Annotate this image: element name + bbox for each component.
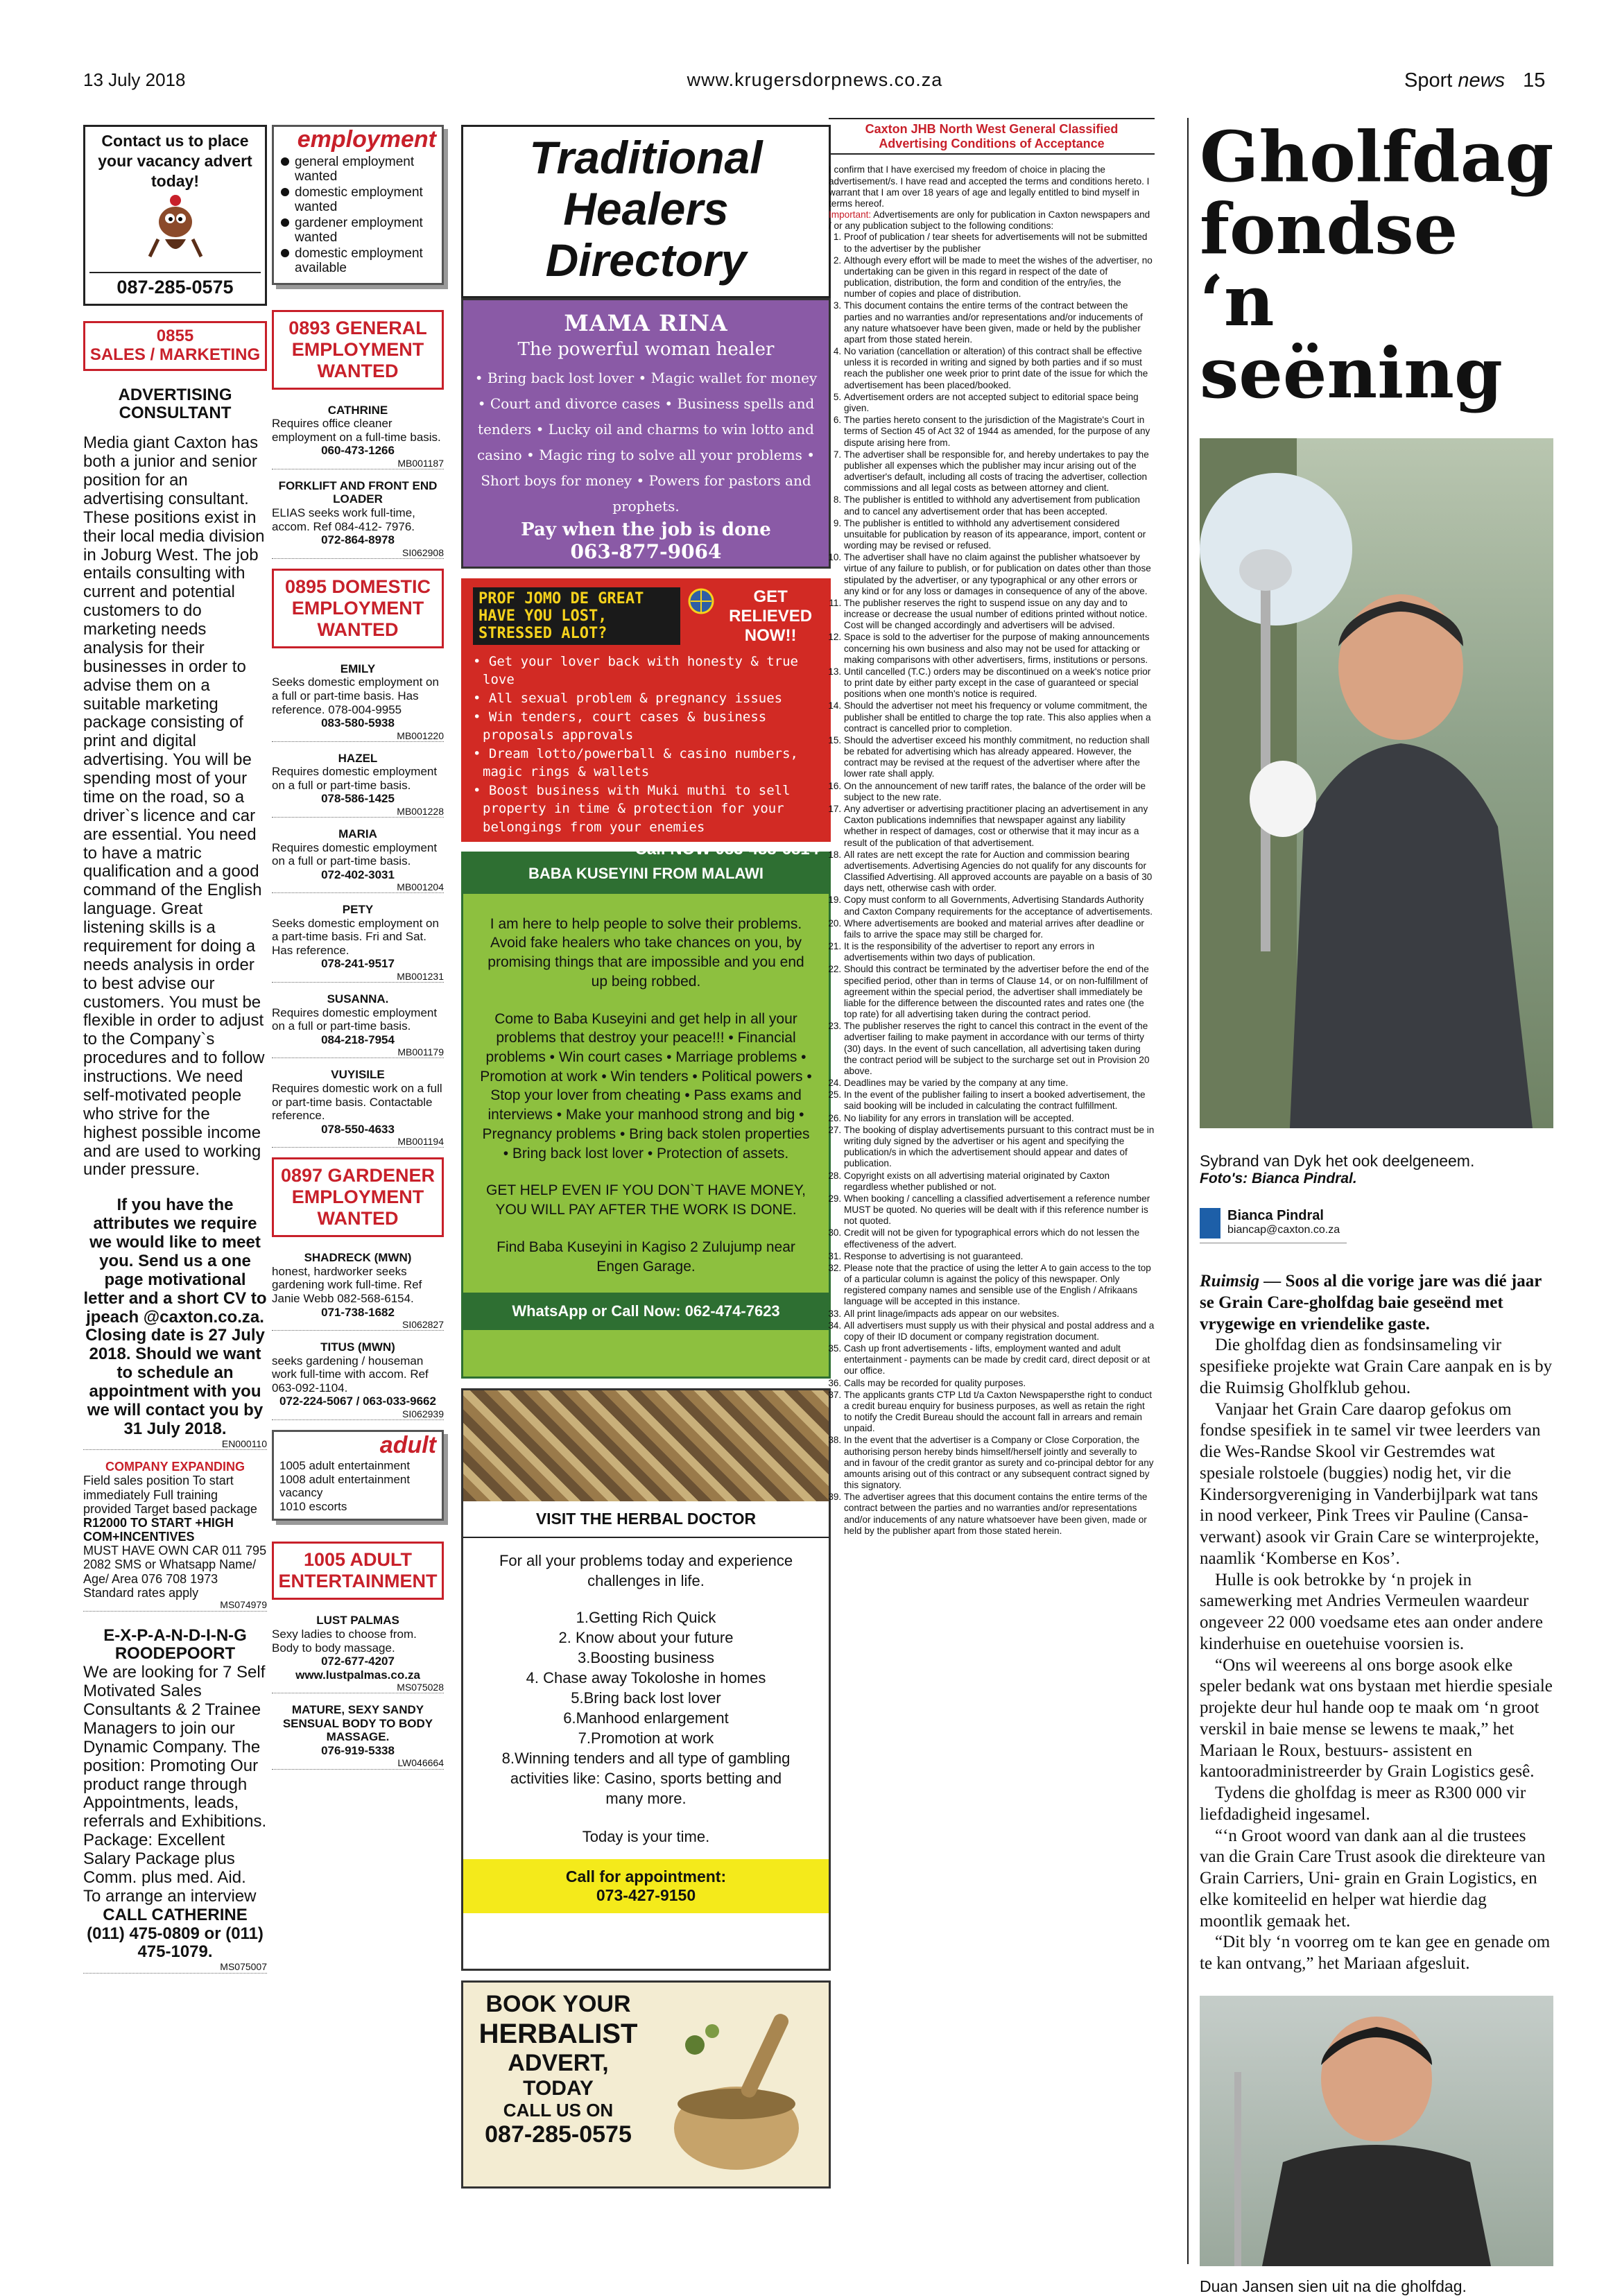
section-label — [1404, 69, 1545, 92]
article-headline: Gholfdag fondse ‘n seëning — [1200, 116, 1554, 414]
adult-index — [272, 1430, 444, 1521]
globe-icon — [687, 587, 715, 615]
terms-item: 31. Response to advertising is not guaranteed. — [844, 1251, 1155, 1262]
issue-date: 13 July 2018 — [83, 69, 186, 90]
classified-body: Sexy ladies to choose from. Body to body massage. — [272, 1627, 417, 1655]
terms-item: 35. Cash up front advertisements - lifts, employment wanted and adult entertainment - payments can be made by credit card, direct deposit or at our office. — [844, 1343, 1155, 1377]
classified-ref: MB001194 — [272, 1136, 444, 1148]
important-label: Important: — [829, 209, 872, 221]
terms-item: 1. Proof of publication / tear sheets for advertisements will not be submitted to the advertiser by the publisher — [844, 232, 1155, 254]
article-paragraphs — [1200, 1335, 1553, 1975]
ad-line: ADVERT, — [508, 2049, 609, 2076]
author-email[interactable]: biancap@caxton.co.za — [1227, 1224, 1340, 1236]
ad-title: ADVERTISING CONSULTANT — [118, 385, 232, 423]
classified-body: Seeks domestic employment on a part-time basis. Fri and Sat. Has reference. — [272, 916, 439, 957]
ad-phone[interactable]: WhatsApp or Call Now: 062-474-7623 — [463, 1293, 829, 1330]
article — [1200, 118, 1553, 2296]
category-1005: 1005 ADULT ENTERTAINMENT — [272, 1542, 444, 1600]
classified-ref: LW046664 — [272, 1757, 444, 1769]
terms-item: 26. No liability for any errors in translation will be accepted. — [844, 1113, 1155, 1124]
contact-line: Contact us to place — [101, 132, 249, 150]
classified-phone[interactable]: 078-550-4633 — [321, 1122, 395, 1136]
ad-phone[interactable]: Call NOW 083-488-6814 — [635, 839, 819, 858]
category-0895: 0895 DOMESTIC EMPLOYMENT WANTED — [272, 569, 444, 648]
ad-body: Find Baba Kuseyini in Kagiso 2 Zulujump near Engen Garage. — [497, 1238, 795, 1275]
ad-line: CALL US ON — [503, 2100, 614, 2121]
terms-item: 13. Until cancelled (T.C.) orders may be discontinued on a week's notice prior to print date by either party except in the case of guaranteed or special positions when one month's notice is required. — [844, 666, 1155, 700]
ad-title: E-X-P-A-N-D-I-N-G ROODEPOORT — [103, 1625, 247, 1664]
bullet-icon — [281, 188, 289, 196]
ad-list-item: • Dream lotto/powerball & casino numbers, magic rings & wallets — [473, 745, 798, 780]
ad-list-item: 3.Boosting business — [578, 1648, 714, 1666]
article-body — [1200, 1271, 1553, 1975]
ad-list-item: • Boost business with Muki muthi to sell property in time & protection for your belongings from your enemies — [473, 782, 791, 836]
column-rule — [1187, 118, 1189, 2264]
index-item: 1008 adult entertainment vacancy — [279, 1472, 411, 1500]
category-name: SALES / MARKETING — [89, 345, 261, 364]
author-name: Bianca Pindral — [1227, 1208, 1324, 1223]
classified-phone[interactable]: 072-677-4207 www.lustpalmas.co.za — [295, 1655, 420, 1682]
terms-item: 15. Should the advertiser exceed his monthly commitment, no reduction shall be rebated for advertising which has already appeared. However, the contract may be revised at the request of the advertiser where after the lower rate shall apply. — [844, 735, 1155, 780]
golfer-photo-1 — [1200, 438, 1553, 1128]
classified-name: VUYISILE — [331, 1068, 385, 1082]
mama-rina-ad — [461, 298, 831, 569]
terms-item: 39. The advertiser agrees that this document contains the entire terms of the contract between the parties and no warranties and/or representations and/or inducements of any nature whatsoever have been given, made or held by the publisher apart from those stated herein. — [844, 1492, 1155, 1537]
bullet-icon — [281, 249, 289, 257]
ad-body — [463, 1983, 653, 2186]
author-byline — [1200, 1208, 1347, 1243]
terms-item: 9. The publisher is entitled to withhold any advertisement considered unsuitable for publication by reason of its appearance, import, content or wording may be revised or refused. — [844, 518, 1155, 552]
terms-item: 29. When booking / cancelling a classified advertisement a reference number MUST be quoted. No queries will be dealt with if this reference number is not quoted. — [844, 1193, 1155, 1227]
classified-name: TITUS (MWN) — [320, 1340, 395, 1354]
ad-list-item: 5.Bring back lost lover — [571, 1689, 721, 1707]
herbs-photo — [463, 1390, 829, 1501]
ad-list-item: 2. Know about your future — [558, 1628, 734, 1646]
ad-body: Come to Baba Kuseyini and get help in all your problems that destroy your peace!!! • Financial problems • Win court cases • Marriage problems • Promotion at work • Win tenders • Political powers • Stop your lover from cheating • Pass exams and interviews • Make your manhood strong and big • Pregnancy problems • Bring back stolen properties • Bring back lost lover • Protection of assets. — [480, 1010, 812, 1162]
article-paragraph: “Ons wil weereens al ons borge asook elke speler bedank wat ons bystaan met hierdie spesiale projekte deur hul hande oop te maak om ‘n groot verskil in baie mense se lewens te maak,” het Mariaan le Roux, bestuurs- assistent en kantooradministreerder by Grain Logistics gesê. — [1200, 1655, 1553, 1781]
article-paragraph: Die gholfdag dien as fondsinsameling vir spesifieke projekte wat Grain Care aanpak en is by die Ruimsig Gholfklub gehou. — [1200, 1336, 1553, 1397]
ad-list-item: 1.Getting Rich Quick — [576, 1608, 716, 1626]
article-paragraph: “Dit bly ‘n voorreg om te kan gee en genade om te kan ontvang,” het Mariaan afgesluit. — [1200, 1933, 1551, 1973]
terms-item: 20. Where advertisements are booked and material arrives after deadline or fails to arrive the space may still be charged for. — [844, 918, 1155, 940]
category-0855 — [83, 321, 267, 371]
mortar-pestle-icon — [653, 1983, 820, 2184]
page-number: 15 — [1523, 69, 1546, 92]
herbal-doctor-ad — [461, 1388, 831, 1971]
terms-item: 34. All advertisers must supply us with their physical and postal address and a copy of their ID document or company registration document. — [844, 1320, 1155, 1343]
golfer-figure-icon — [1200, 438, 1553, 1128]
terms-item: 22. Should this contract be terminated by the advertiser before the end of the specified period, other than in terms of Clause 14, or on non-fulfillment of agreement within the special period, the advertiser shall immediately be liable for the difference between the discounted rates and rates one (the top rate) for all advertising taken during the contract period. — [844, 964, 1155, 1020]
terms-item: 5. Advertisement orders are not accepted subject to editorial space being given. — [844, 392, 1155, 414]
terms-item: 8. The publisher is entitled to withhold any advertisement from publication and to cancel any advertisement order that has been accepted. — [844, 494, 1155, 517]
article-lead: Soos al die vorige jare was dié jaar se Grain Care-gholfdag baie geseënd met vrygewige en vriendelike gaste. — [1200, 1272, 1542, 1333]
ad-line: BOOK YOUR — [485, 1990, 631, 2017]
jomo-ad — [461, 578, 831, 858]
classified-phone[interactable]: 072-224-5067 / 063-033-9662 — [279, 1395, 436, 1408]
classified-phone[interactable]: 078-586-1425 — [321, 792, 395, 806]
terms-item: 28. Copyright exists on all advertising material originated by Caxton regardless whether published or not. — [844, 1171, 1155, 1193]
classified-name: EMILY — [340, 662, 376, 675]
terms-column — [829, 118, 1155, 1537]
index-item: domestic employment wanted — [279, 186, 436, 215]
classified-ref: MB001187 — [272, 458, 444, 469]
directory-title: Traditional Healers Directory — [461, 125, 831, 298]
ad-contact: CALL CATHERINE (011) 475-0809 or (011) 475-1079. — [87, 1905, 264, 1962]
terms-item: 16. On the announcement of new tariff rates, the balance of the order will be subject to the new rate. — [844, 781, 1155, 803]
adult-list — [279, 1459, 436, 1513]
section-heading: employment — [279, 127, 436, 153]
ad-list — [491, 1607, 801, 1809]
classified-name: HAZEL — [338, 751, 378, 765]
ad-subtitle: The powerful woman healer — [517, 338, 775, 360]
classified-name: MATURE, SEXY SANDY SENSUAL BODY TO BODY MASSAGE. — [282, 1703, 433, 1744]
baba-kuseyini-ad — [461, 852, 831, 1379]
classified-name: MARIA — [338, 827, 377, 841]
classified-ref: SI062827 — [272, 1319, 444, 1331]
ad-phone[interactable]: 073-427-9150 — [596, 1886, 696, 1905]
terms-item: 2. Although every effort will be made to meet the wishes of the advertiser, no undertaking can be given in this regard in respect of the date of publication, distribution, the form and condition of the entry/ies, the number of copies and place of distribution. — [844, 255, 1155, 300]
article-paragraph: Tydens die gholfdag is meer as R300 000 vir liefdadigheid ingesamel. — [1200, 1784, 1526, 1824]
classified-body: Requires office cleaner employment on a full-time basis. — [272, 417, 441, 444]
ad-line: TODAY — [523, 2076, 594, 2100]
important-text: Advertisements are only for publication in Caxton newspapers and / or any publication subject to the following conditions: — [829, 209, 1150, 232]
ad-body: Field sales position To start immediately Full training provided Target based package — [83, 1474, 257, 1516]
ad-body: MUST HAVE OWN CAR 011 795 2082 SMS or Whatsapp Name/ Age/ Area 076 708 1973 Standard rates apply — [83, 1544, 267, 1600]
photo-caption: Sybrand van Dyk het ook deelgeneem. — [1200, 1152, 1475, 1170]
ad-list-item: 8.Winning tenders and all type of gambling activities like: Casino, sports betting and many more. — [501, 1750, 791, 1808]
classified-ref: SI062939 — [272, 1408, 444, 1420]
classified-body: Seeks domestic employment on a full or part-time basis. Has reference. 078-004-9955 — [272, 675, 439, 716]
ad-ref: MS075007 — [83, 1962, 267, 1974]
classified-name: FORKLIFT AND FRONT END LOADER — [278, 478, 438, 506]
classified-name: SUSANNA. — [327, 992, 389, 1006]
bullet-icon — [281, 157, 289, 166]
ad-call: Pay when the job is done — [521, 519, 771, 540]
ad-list-item: 4. Chase away Tokoloshe in homes — [526, 1668, 766, 1686]
terms-item: 38. In the event that the advertiser is a Company or Close Corporation, the authorising person hereby binds himself/herself jointly and severally to and in favour of the credit grantor as surety and co-principal debtor for any amounts arising out of this contract or any subsequent contract signed by this signatory. — [844, 1435, 1155, 1491]
classifieds-column-1 — [83, 125, 267, 1983]
ad-title: VISIT THE HERBAL DOCTOR — [535, 1509, 757, 1528]
terms-list — [829, 232, 1155, 1537]
book-herbalist-ad — [461, 1980, 831, 2189]
index-item: domestic employment available — [279, 247, 436, 276]
terms-item: 30. Credit will not be given for typographical errors which do not lessen the effectiveness of the advert. — [844, 1227, 1155, 1250]
classified-phone[interactable]: 076-919-5338 — [321, 1743, 395, 1757]
terms-item: 6. The parties hereto consent to the jurisdiction of the Magistrate's Court in terms of Section 45 of Act 32 of 1944 as amended, for the purpose of any dispute arising here from. — [844, 415, 1155, 449]
terms-item: 18. All rates are nett except the rate for Auction and commission bearing advertisements. Advertising Agencies do not qualify for any discounts for Classified Advertising. All approved accounts are payable on a basis of 30 days nett, otherwise cash with order. — [844, 849, 1155, 895]
terms-item: 33. All print linage/impacts ads appear on our websites. — [844, 1309, 1155, 1320]
classified-phone[interactable]: 072-402-3031 — [321, 868, 395, 881]
classifieds-column-2 — [272, 125, 444, 1779]
terms-item: 14. Should the advertiser not meet his frequency or volume commitment, the publisher shall be entitled to charge the top rate. This also applies when a contract is cancelled prior to completion. — [844, 700, 1155, 734]
ad-list — [473, 653, 819, 837]
terms-item: 37. The applicants grants CTP Ltd t/a Caxton Newspapersthe right to conduct a credit bureau enquiry for business purposes, as well as retain the right to notify the Credit Bureau should the account fall in arrears and remain unpaid. — [844, 1390, 1155, 1435]
classified-body: Requires domestic employment on a full or part-time basis. — [272, 1005, 438, 1033]
classified-name: CATHRINE — [327, 403, 388, 417]
terms-item: 25. In the event of the publisher failing to insert a booked advertisement, the said booking will be included in calculating the contract fulfillment. — [844, 1089, 1155, 1112]
ad-call: Call for appointment: — [565, 1867, 727, 1886]
contact-line: your vacancy advert — [98, 151, 252, 170]
classified-ref: SI062908 — [272, 547, 444, 559]
terms-item: 4. No variation (cancellation or alteration) of this contract shall be effective unless it is recorded in writing and signed by both parties and if so must reach the publisher one week prior to print date of the issue for which the advertisement has been placed/booked. — [844, 346, 1155, 391]
contact-box — [83, 125, 267, 306]
ad-title: MAMA RINA — [564, 309, 728, 336]
classified-body: Requires domestic employment on a full or part-time basis. — [272, 765, 438, 792]
ad-contact: If you have the attributes we require we would like to meet you. Send us a one page motivational letter and a short CV to jpeach @caxton.co.za. Closing date is 27 July 2018. Should we want to schedule an appointment with you we will contact you by 31 July 2018. — [83, 1196, 267, 1438]
classified-ref: MB001231 — [272, 971, 444, 983]
ad-title: PROF JOMO DE GREAT HAVE YOU LOST, STRESSED ALOT? — [473, 587, 680, 645]
classified-ref: MS075028 — [272, 1682, 444, 1693]
classified-body: Requires domestic work on a full or part-time basis. Contactable reference. — [272, 1081, 442, 1123]
ad-list-item: 7.Promotion at work — [578, 1729, 714, 1747]
ad-body: I am here to help people to solve their problems. Avoid fake healers who take chances on you, by promising things that are impossible and you end up being robbed. — [488, 915, 804, 990]
classified-phone[interactable]: 084-218-7954 — [321, 1033, 395, 1046]
index-item: gardener employment wanted — [279, 216, 436, 245]
classified-name: PETY — [342, 903, 374, 917]
classified-ref: MB001179 — [272, 1046, 444, 1058]
ad-phone[interactable]: 063-877-9064 — [570, 540, 722, 563]
classified-phone[interactable]: 083-580-5938 — [321, 716, 395, 730]
section-news: news — [1458, 69, 1505, 92]
classified-phone[interactable]: 060-473-1266 — [321, 444, 395, 458]
ad-ref: MS074979 — [83, 1600, 267, 1612]
terms-title: Caxton JHB North West General Classified Advertising Conditions of Acceptance — [829, 118, 1155, 155]
terms-item: 36. Calls may be recorded for quality purposes. — [844, 1378, 1155, 1389]
article-paragraph: Hulle is ook betrokke by ‘n projek in samewerking met Andries Vermeulen waardeur ongeveer 22 000 voedsame etes aan onder andere kinderhuise en ouetehuise voorsien is. — [1200, 1570, 1543, 1653]
healers-column — [461, 125, 831, 2198]
classified-name: LUST PALMAS — [316, 1614, 399, 1628]
ad-body: For all your problems today and experience challenges in life. — [499, 1551, 793, 1589]
ad-body: • Bring back lost lover • Magic wallet for money • Court and divorce cases • Business spells and tenders • Lucky oil and charms to win lotto and casino • Magic ring to solve all your problems • Short boys for money • Powers for pastors and prophets. — [474, 369, 818, 515]
bullet-icon — [281, 218, 289, 227]
ad-title: BABA KUSEYINI FROM MALAWI — [463, 854, 829, 894]
section-sport: Sport — [1404, 69, 1453, 92]
photo-credit: Foto's: Bianca Pindral. — [1200, 1171, 1357, 1186]
classified-ref: MB001204 — [272, 881, 444, 893]
classified-body: seeks gardening / houseman work full-time with accom. Ref 063-092-1104. — [272, 1354, 429, 1395]
employment-list — [279, 155, 436, 275]
classified-body: ELIAS seeks work full-time, accom. Ref 084-412- 7976. — [272, 506, 415, 533]
terms-item: 21. It is the responsibility of the advertiser to report any errors in advertisements within two days of publication. — [844, 941, 1155, 963]
terms-item: 12. Space is sold to the advertiser for the purpose of making announcements concerning his own business and also may not be used for attacking or making comparisons with other advertisers, firms, institutions or persons. — [844, 632, 1155, 666]
category-0893: 0893 GENERAL EMPLOYMENT WANTED — [272, 310, 444, 390]
section-heading: adult — [379, 1432, 436, 1459]
terms-item: 11. The publisher reserves the right to suspend issue on any day and to increase or decrease the usual number of editions printed without notice. Cost will be changed accordingly and advertisers will be advised. — [844, 598, 1155, 632]
classified-name: SHADRECK (MWN) — [304, 1251, 412, 1265]
contact-phone[interactable]: 087-285-0575 — [89, 272, 261, 300]
ad-highlight: R12000 TO START +HIGH COM+INCENTIVES — [83, 1515, 234, 1544]
terms-item: 32. Please note that the practice of using the letter A to gain access to the top of a particular column is against the policy of this newspaper. Only registered company names and sensible use of the English / Afrikaans language will be accepted in this instance. — [844, 1263, 1155, 1308]
ad-line: HERBALIST — [478, 2018, 638, 2049]
ad-title: COMPANY EXPANDING — [105, 1460, 245, 1474]
index-item: 1010 escorts — [279, 1499, 347, 1513]
terms-item: 7. The advertiser shall be responsible for, and hereby undertakes to pay the publisher all expenses which the publisher may incur arising out of the advertiser's default, including all costs of tracing the advertiser, collection commissions and all legal costs as between attorney and client. — [844, 449, 1155, 494]
ad-body: Today is your time. — [582, 1828, 710, 1846]
photo-caption: Duan Jansen sien uit na die gholfdag. — [1200, 2277, 1467, 2295]
category-number: 0855 — [156, 326, 194, 345]
terms-item: 27. The booking of display advertisements pursuant to this contract must be in writing duly signed by the advertiser or his agent and specifying the publication/s in which the advertisement should appear and dates of publication. — [844, 1125, 1155, 1170]
category-0897: 0897 GARDENER EMPLOYMENT WANTED — [272, 1157, 444, 1237]
ad-list-item: • Get your lover back with honesty & true love — [473, 653, 798, 688]
article-paragraph: “‘n Groot woord van dank aan al die trustees van die Grain Care Trust asook die direkteure van Grain Carriers, Uni- grain en Grain Logistics, en elke komiteelid en helper wat hierdie dag moontlik gemaak het. — [1200, 1826, 1546, 1931]
byline-marker — [1200, 1208, 1220, 1238]
contact-line: today! — [151, 171, 199, 190]
classified-phone[interactable]: 071-738-1682 — [321, 1305, 395, 1319]
ad-badge: GET RELIEVED NOW!! — [729, 587, 813, 645]
ad-body: GET HELP EVEN IF YOU DON`T HAVE MONEY, YOU WILL PAY AFTER THE WORK IS DONE. — [486, 1182, 806, 1218]
terms-item: 19. Copy must conform to all Governments, Advertising Standards Authority and Caxton Company requirements for the acceptance of advertisements. — [844, 895, 1155, 917]
terms-intro: I confirm that I have exercised my freedom of choice in placing the advertisement/s. I have read and accepted the terms and conditions hereto. I warrant that I am over 18 years of age and legally entitled to bind myself in terms hereof. — [829, 164, 1150, 209]
classified-phone[interactable]: 078-241-9517 — [321, 957, 395, 971]
employment-index — [272, 125, 444, 285]
ad-list-item: • All sexual problem & pregnancy issues — [473, 690, 783, 706]
golfer-photo-2 — [1200, 1996, 1553, 2266]
dateline: Ruimsig — — [1200, 1272, 1282, 1291]
ad-body: Media giant Caxton has both a junior and senior position for an advertising consultant. These positions exist in their local media division in Joburg West. The job entails consulting with current and potential customers to do marketing needs analysis for their businesses in order to advise them on a suitable marketing package consisting of print and digital advertising. You will be spending most of your time on the road, so a driver`s licence and car are essential. You need to have a matric qualification and a good command of the English language. Great listening skills is a requirement for doing a needs analysis in order to best advise our customers. You must be flexible in order to adjust to the Company`s procedures and to follow instructions. We need self-motivated people who strive for the highest possible income and are used to working under pressure. — [83, 433, 265, 1180]
index-item: general employment wanted — [279, 155, 436, 184]
website-url[interactable]: www.krugersdorpnews.co.za — [687, 69, 943, 90]
mascot-icon — [144, 191, 207, 267]
ad-line[interactable]: 087-285-0575 — [485, 2121, 632, 2148]
ad-ref: EN000110 — [83, 1439, 267, 1451]
classified-body: honest, hardworker seeks gardening work full-time. Ref Janie Webb 082-568-6154. — [272, 1264, 422, 1306]
terms-item: 23. The publisher reserves the right to cancel this contract in the event of the advertiser failing to make payment in accordance with our terms of thirty (30) days. In the event of such cancellation, all advertising taken during the contract period will be subject to the surcharge set out in Provision 20 above. — [844, 1021, 1155, 1077]
classified-ref: MB001220 — [272, 730, 444, 742]
ad-list-item: 6.Manhood enlargement — [563, 1709, 729, 1727]
index-item: 1005 adult entertainment — [279, 1459, 411, 1473]
terms-item: 24. Deadlines may be varied by the company at any time. — [844, 1078, 1155, 1089]
classified-ref: MB001228 — [272, 806, 444, 818]
terms-item: 3. This document contains the entire terms of the contract between the parties and no warranties and/or representations and/or inducements of any nature whatsoever have been given, made or held by the publisher apart from those stated herein. — [844, 300, 1155, 345]
classified-phone[interactable]: 072-864-8978 — [321, 533, 395, 547]
terms-item: 17. Any advertiser or advertising practitioner placing an advertisement in any Caxton publications indemnifies that newspaper against any liability whether in respect of damages, cost or otherwise that it may incur as a result of the publication of that advertisement. — [844, 804, 1155, 849]
article-paragraph: Vanjaar het Grain Care daarop gefokus om fondse spesifiek in te samel vir twee leerders van die Wes-Randse Skool vir Gestremdes wat spesiale rolstoele (buggies) nodig het, vir die Kindersorgvereniging in Vanderbijlpark wat tans in nood verkeer, Pink Trees vir Pauline (Cansa-verwant) asook vir Grain Care se winterprojekte, naamlik ‘Komberse en Kos’. — [1200, 1399, 1541, 1568]
terms-item: 10. The advertiser shall have no claim against the publisher whatsoever by virtue of any failure to publish, or for publication on dates other than those stipulated by the advertiser, or any typographical or any other errors or any kind or for any loss or damages in consequence of any of the above. — [844, 552, 1155, 597]
classified-body: Requires domestic employment on a full or part-time basis. — [272, 840, 438, 868]
golfer-figure-icon — [1200, 1996, 1553, 2266]
ad-list-item: • Win tenders, court cases & business proposals approvals — [473, 709, 767, 743]
ad-body: We are looking for 7 Self Motivated Sales Consultants & 2 Trainee Managers to join our Dynamic Company. The position: Promoting Our product range through Appointments, leads, referrals and Exhibitions. Package: Excellent Salary Package plus Comm. plus med. Aid. To arrange an interview — [83, 1663, 267, 1906]
